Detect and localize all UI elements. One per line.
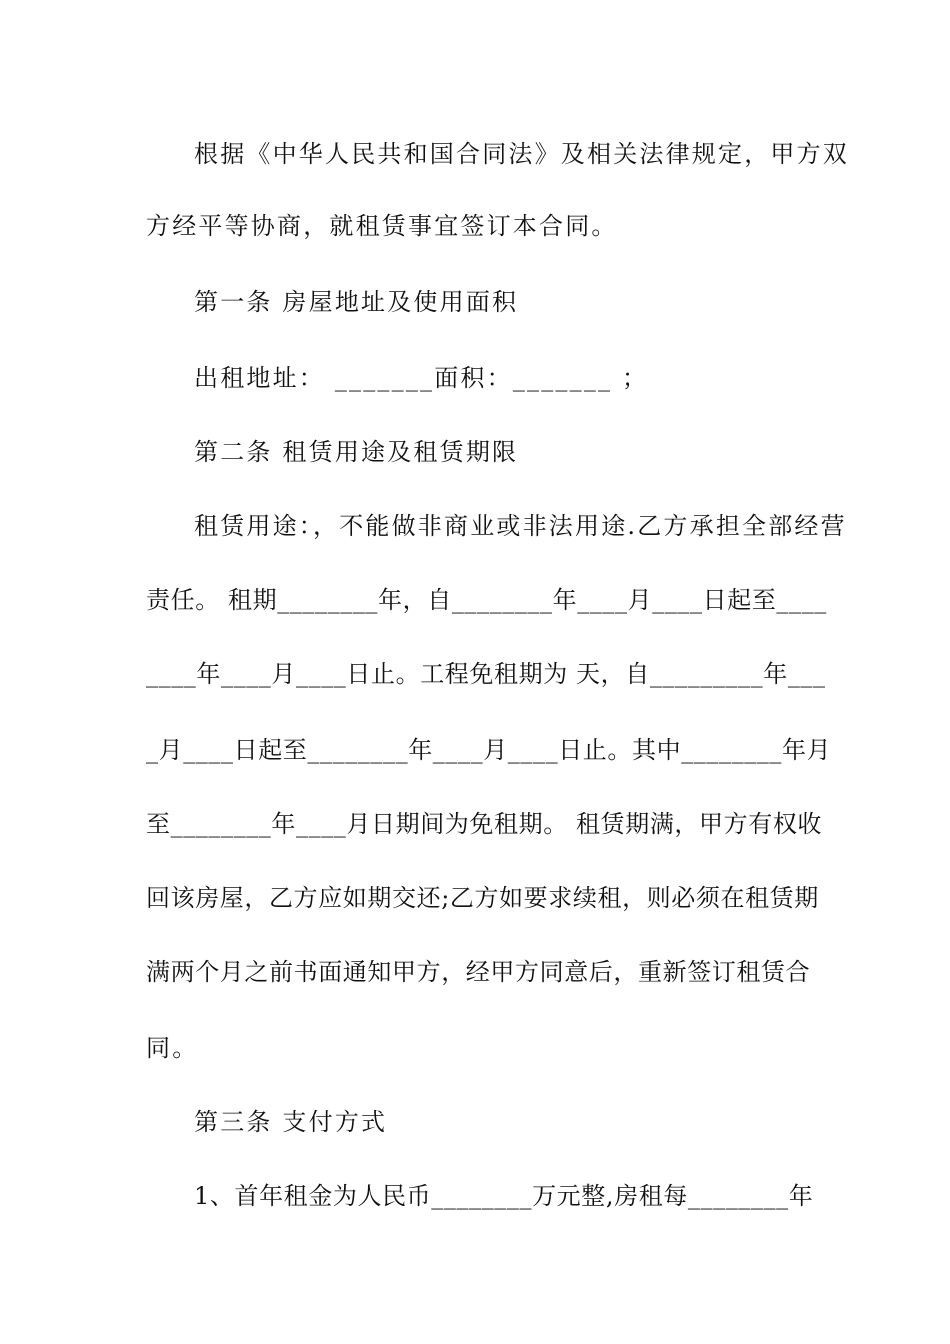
article-2-line-8: 同。 [146,1034,199,1062]
article-3-line-1: 1、首年租金为人民币________万元整,房租每________年 [194,1182,814,1210]
paragraph-intro-line-1: 根据《中华人民共和国合同法》及相关法律规定，甲方双 [194,140,849,168]
article-2-heading: 第二条 租赁用途及租赁期限 [194,438,519,466]
article-2-line-5: 至________年____月日期间为免租期。 租赁期满，甲方有权收 [146,810,823,838]
article-2-line-3: ____年____月____日止。工程免租期为 天，自_________年___ [146,660,826,688]
address-area-line: 出租地址： _______面积：_______ ； [194,364,649,392]
article-2-line-2: 责任。 租期________年，自________年____月____日起至____ [146,586,827,614]
article-1-heading: 第一条 房屋地址及使用面积 [194,288,519,316]
article-3-heading: 第三条 支付方式 [194,1108,388,1136]
article-2-line-7: 满两个月之前书面通知甲方，经甲方同意后，重新签订租赁合 [146,958,811,986]
article-2-line-1: 租赁用途：，不能做非商业或非法用途.乙方承担全部经营 [194,512,847,540]
article-2-line-6: 回该房屋，乙方应如期交还;乙方如要求续租，则必须在租赁期 [146,884,819,912]
article-2-line-4: _月____日起至________年____月____日止。其中________年月 [146,736,832,764]
paragraph-intro-line-2: 方经平等协商，就租赁事宜签订本合同。 [146,212,618,240]
